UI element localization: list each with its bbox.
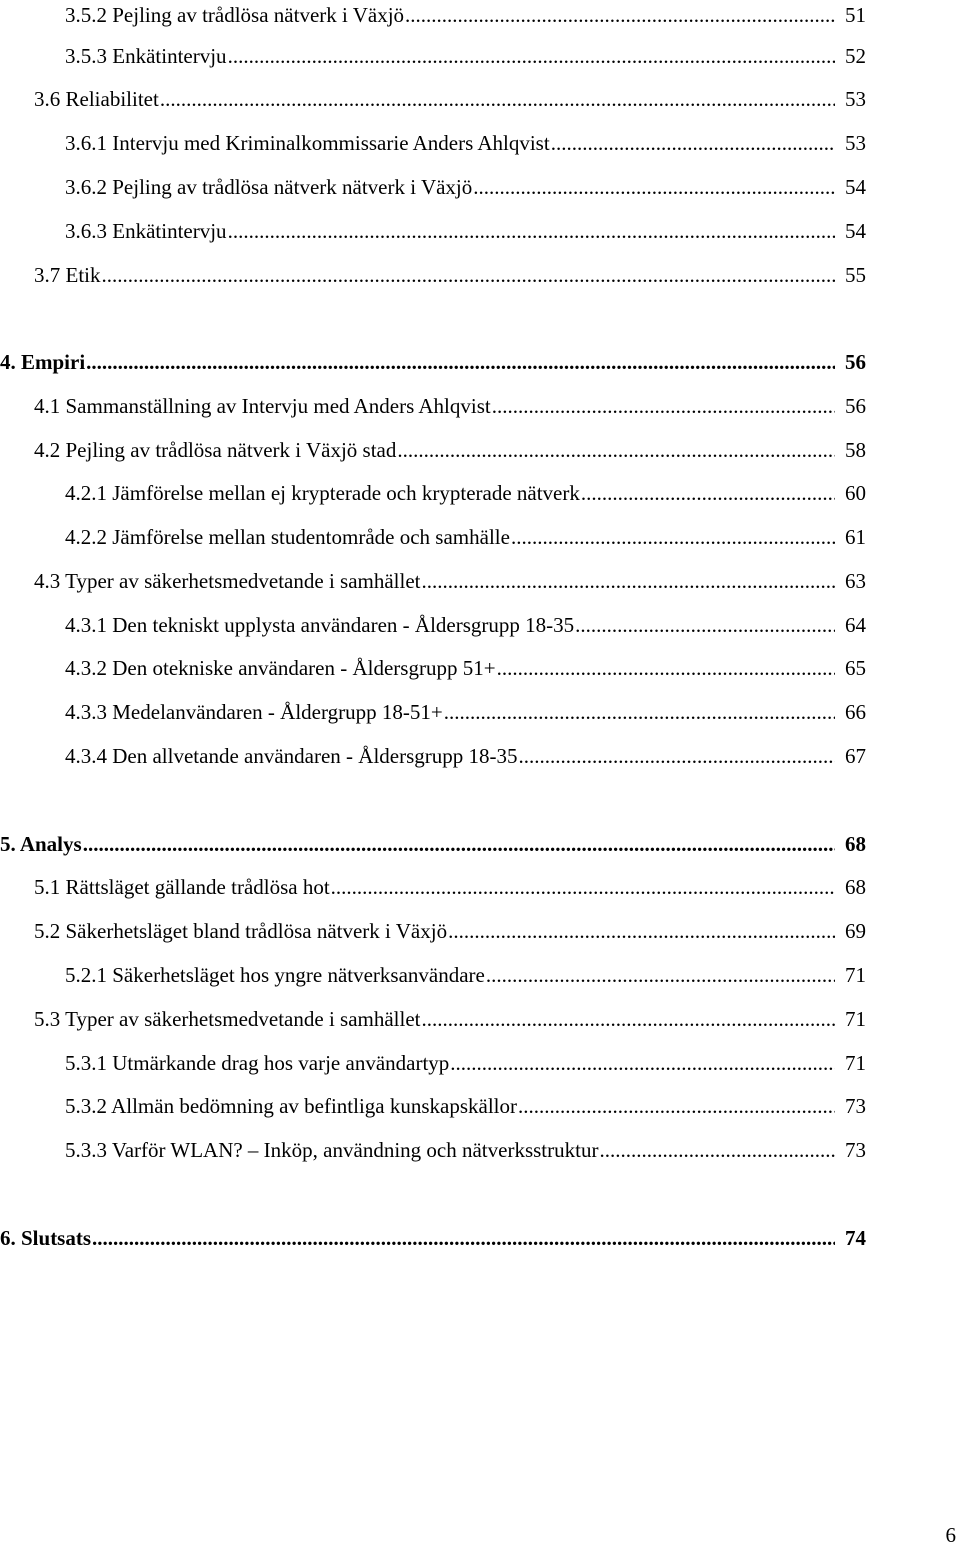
toc-entry-title: 5.2.1 Säkerhetsläget hos yngre nätverksanvändare: [65, 963, 485, 987]
toc-entry-title: 3.5.2 Pejling av trådlösa nätverk i Växjö: [65, 3, 405, 27]
toc-dot-leader: [497, 653, 835, 683]
toc-entry: [34, 566, 866, 596]
toc-entry-page: 55: [845, 263, 866, 287]
toc-entry: [0, 1223, 866, 1253]
toc-dot-leader: [581, 478, 835, 508]
toc-entry: [34, 391, 866, 421]
toc-dot-leader: [551, 128, 835, 158]
toc-entry: [65, 41, 866, 71]
toc-entry-title: 5.2 Säkerhetsläget bland trådlösa nätverk i Växjö: [34, 919, 448, 943]
toc-entry-page: 54: [845, 175, 866, 199]
toc-entry-page: 68: [845, 832, 866, 856]
toc-entry: [65, 478, 866, 508]
toc-entry-title: 5.3 Typer av säkerhetsmedvetande i samhället: [34, 1007, 421, 1031]
toc-entry-page: 73: [845, 1138, 866, 1162]
toc-entry-page: 68: [845, 875, 866, 899]
toc-entry-title: 3.6 Reliabilitet: [34, 87, 159, 111]
page-number: 6: [945, 1523, 956, 1547]
toc-dot-leader: [518, 1091, 835, 1121]
toc-entry: [65, 522, 866, 552]
toc-entry: [0, 347, 866, 377]
toc-entry-title: 3.7 Etik: [34, 263, 101, 287]
toc-entry-page: 69: [845, 919, 866, 943]
toc-dot-leader: [444, 697, 835, 727]
toc-entry: [65, 1048, 866, 1078]
toc-entry: [65, 172, 866, 202]
toc-dot-leader: [422, 1004, 835, 1034]
toc-entry-page: 56: [845, 394, 866, 418]
toc-dot-leader: [228, 41, 835, 71]
toc-entry: [34, 84, 866, 114]
toc-entry-title: 5.3.1 Utmärkande drag hos varje användartyp: [65, 1051, 450, 1075]
toc-dot-leader: [102, 260, 836, 290]
toc-entry-title: 3.6.2 Pejling av trådlösa nätverk nätverk i Växjö: [65, 175, 473, 199]
toc-entry-page: 61: [845, 525, 866, 549]
toc-dot-leader: [228, 216, 835, 246]
toc-entry-page: 71: [845, 1007, 866, 1031]
toc-dot-leader: [160, 84, 835, 114]
toc-entry-page: 74: [845, 1226, 866, 1250]
toc-entry: [65, 610, 866, 640]
toc-entry-page: 53: [845, 131, 866, 155]
toc-entry-title: 5.1 Rättsläget gällande trådlösa hot: [34, 875, 330, 899]
toc-entry: [65, 653, 866, 683]
toc-entry-page: 58: [845, 438, 866, 462]
toc-entry-page: 53: [845, 87, 866, 111]
toc-entry-title: 4.3.2 Den otekniske användaren - Åldersgrupp 51+: [65, 656, 496, 680]
toc-entry: [65, 128, 866, 158]
toc-entry: [65, 960, 866, 990]
toc-entry: [34, 872, 866, 902]
toc-entry-page: 73: [845, 1094, 866, 1118]
toc-dot-leader: [448, 916, 835, 946]
toc-entry-title: 3.6.1 Intervju med Kriminalkommissarie Anders Ahlqvist: [65, 131, 550, 155]
toc-dot-leader: [92, 1223, 835, 1253]
toc-dot-leader: [450, 1048, 835, 1078]
toc-entry-page: 67: [845, 744, 866, 768]
toc-entry-title: 5.3.3 Varför WLAN? – Inköp, användning och nätverksstruktur: [65, 1138, 599, 1162]
toc-entry-page: 71: [845, 1051, 866, 1075]
toc-entry: [34, 435, 866, 465]
toc-entry: [34, 1004, 866, 1034]
toc-entry-title: 4.3 Typer av säkerhetsmedvetande i samhället: [34, 569, 421, 593]
toc-entry-page: 60: [845, 481, 866, 505]
toc-entry: [65, 741, 866, 771]
toc-dot-leader: [511, 522, 835, 552]
toc-dot-leader: [519, 741, 835, 771]
toc-entry: [65, 1091, 866, 1121]
toc-entry-page: 52: [845, 44, 866, 68]
toc-entry-page: 54: [845, 219, 866, 243]
toc-dot-leader: [575, 610, 835, 640]
toc-entry: [65, 1135, 866, 1165]
toc-entry-title: 5. Analys: [0, 832, 82, 856]
toc-entry: [65, 0, 866, 30]
toc-entry-page: 51: [845, 3, 866, 27]
toc-dot-leader: [397, 435, 835, 465]
toc-entry-title: 3.6.3 Enkätintervju: [65, 219, 227, 243]
toc-dot-leader: [486, 960, 835, 990]
toc-entry-title: 4.2 Pejling av trådlösa nätverk i Växjö stad: [34, 438, 397, 462]
toc-dot-leader: [492, 391, 835, 421]
toc-entry-page: 63: [845, 569, 866, 593]
toc-dot-leader: [599, 1135, 835, 1165]
toc-entry-page: 71: [845, 963, 866, 987]
toc-entry-title: 4.3.1 Den tekniskt upplysta användaren - Åldersgrupp 18-35: [65, 613, 575, 637]
toc-entry-title: 4.2.2 Jämförelse mellan studentområde och samhälle: [65, 525, 510, 549]
toc-entry-page: 66: [845, 700, 866, 724]
toc-entry: [34, 916, 866, 946]
toc-entry-page: 65: [845, 656, 866, 680]
toc-entry: [65, 216, 866, 246]
toc-dot-leader: [422, 566, 835, 596]
toc-entry: [65, 697, 866, 727]
toc-entry-title: 6. Slutsats: [0, 1226, 92, 1250]
toc-dot-leader: [86, 347, 835, 377]
toc-entry-page: 64: [845, 613, 866, 637]
toc-entry-title: 5.3.2 Allmän bedömning av befintliga kunskapskällor: [65, 1094, 518, 1118]
toc-dot-leader: [405, 0, 835, 30]
toc-entry-title: 4.3.4 Den allvetande användaren - Åldersgrupp 18-35: [65, 744, 518, 768]
toc-entry: [0, 829, 866, 859]
toc-entry-title: 3.5.3 Enkätintervju: [65, 44, 227, 68]
toc-entry-title: 4.1 Sammanställning av Intervju med Anders Ahlqvist: [34, 394, 491, 418]
toc-entry-title: 4.3.3 Medelanvändaren - Åldergrupp 18-51+: [65, 700, 443, 724]
toc-dot-leader: [473, 172, 835, 202]
toc-dot-leader: [331, 872, 835, 902]
toc-dot-leader: [83, 829, 835, 859]
toc-entry-page: 56: [845, 350, 866, 374]
toc-entry-title: 4.2.1 Jämförelse mellan ej krypterade och krypterade nätverk: [65, 481, 580, 505]
toc-entry-title: 4. Empiri: [0, 350, 86, 374]
toc-entry: [34, 260, 866, 290]
